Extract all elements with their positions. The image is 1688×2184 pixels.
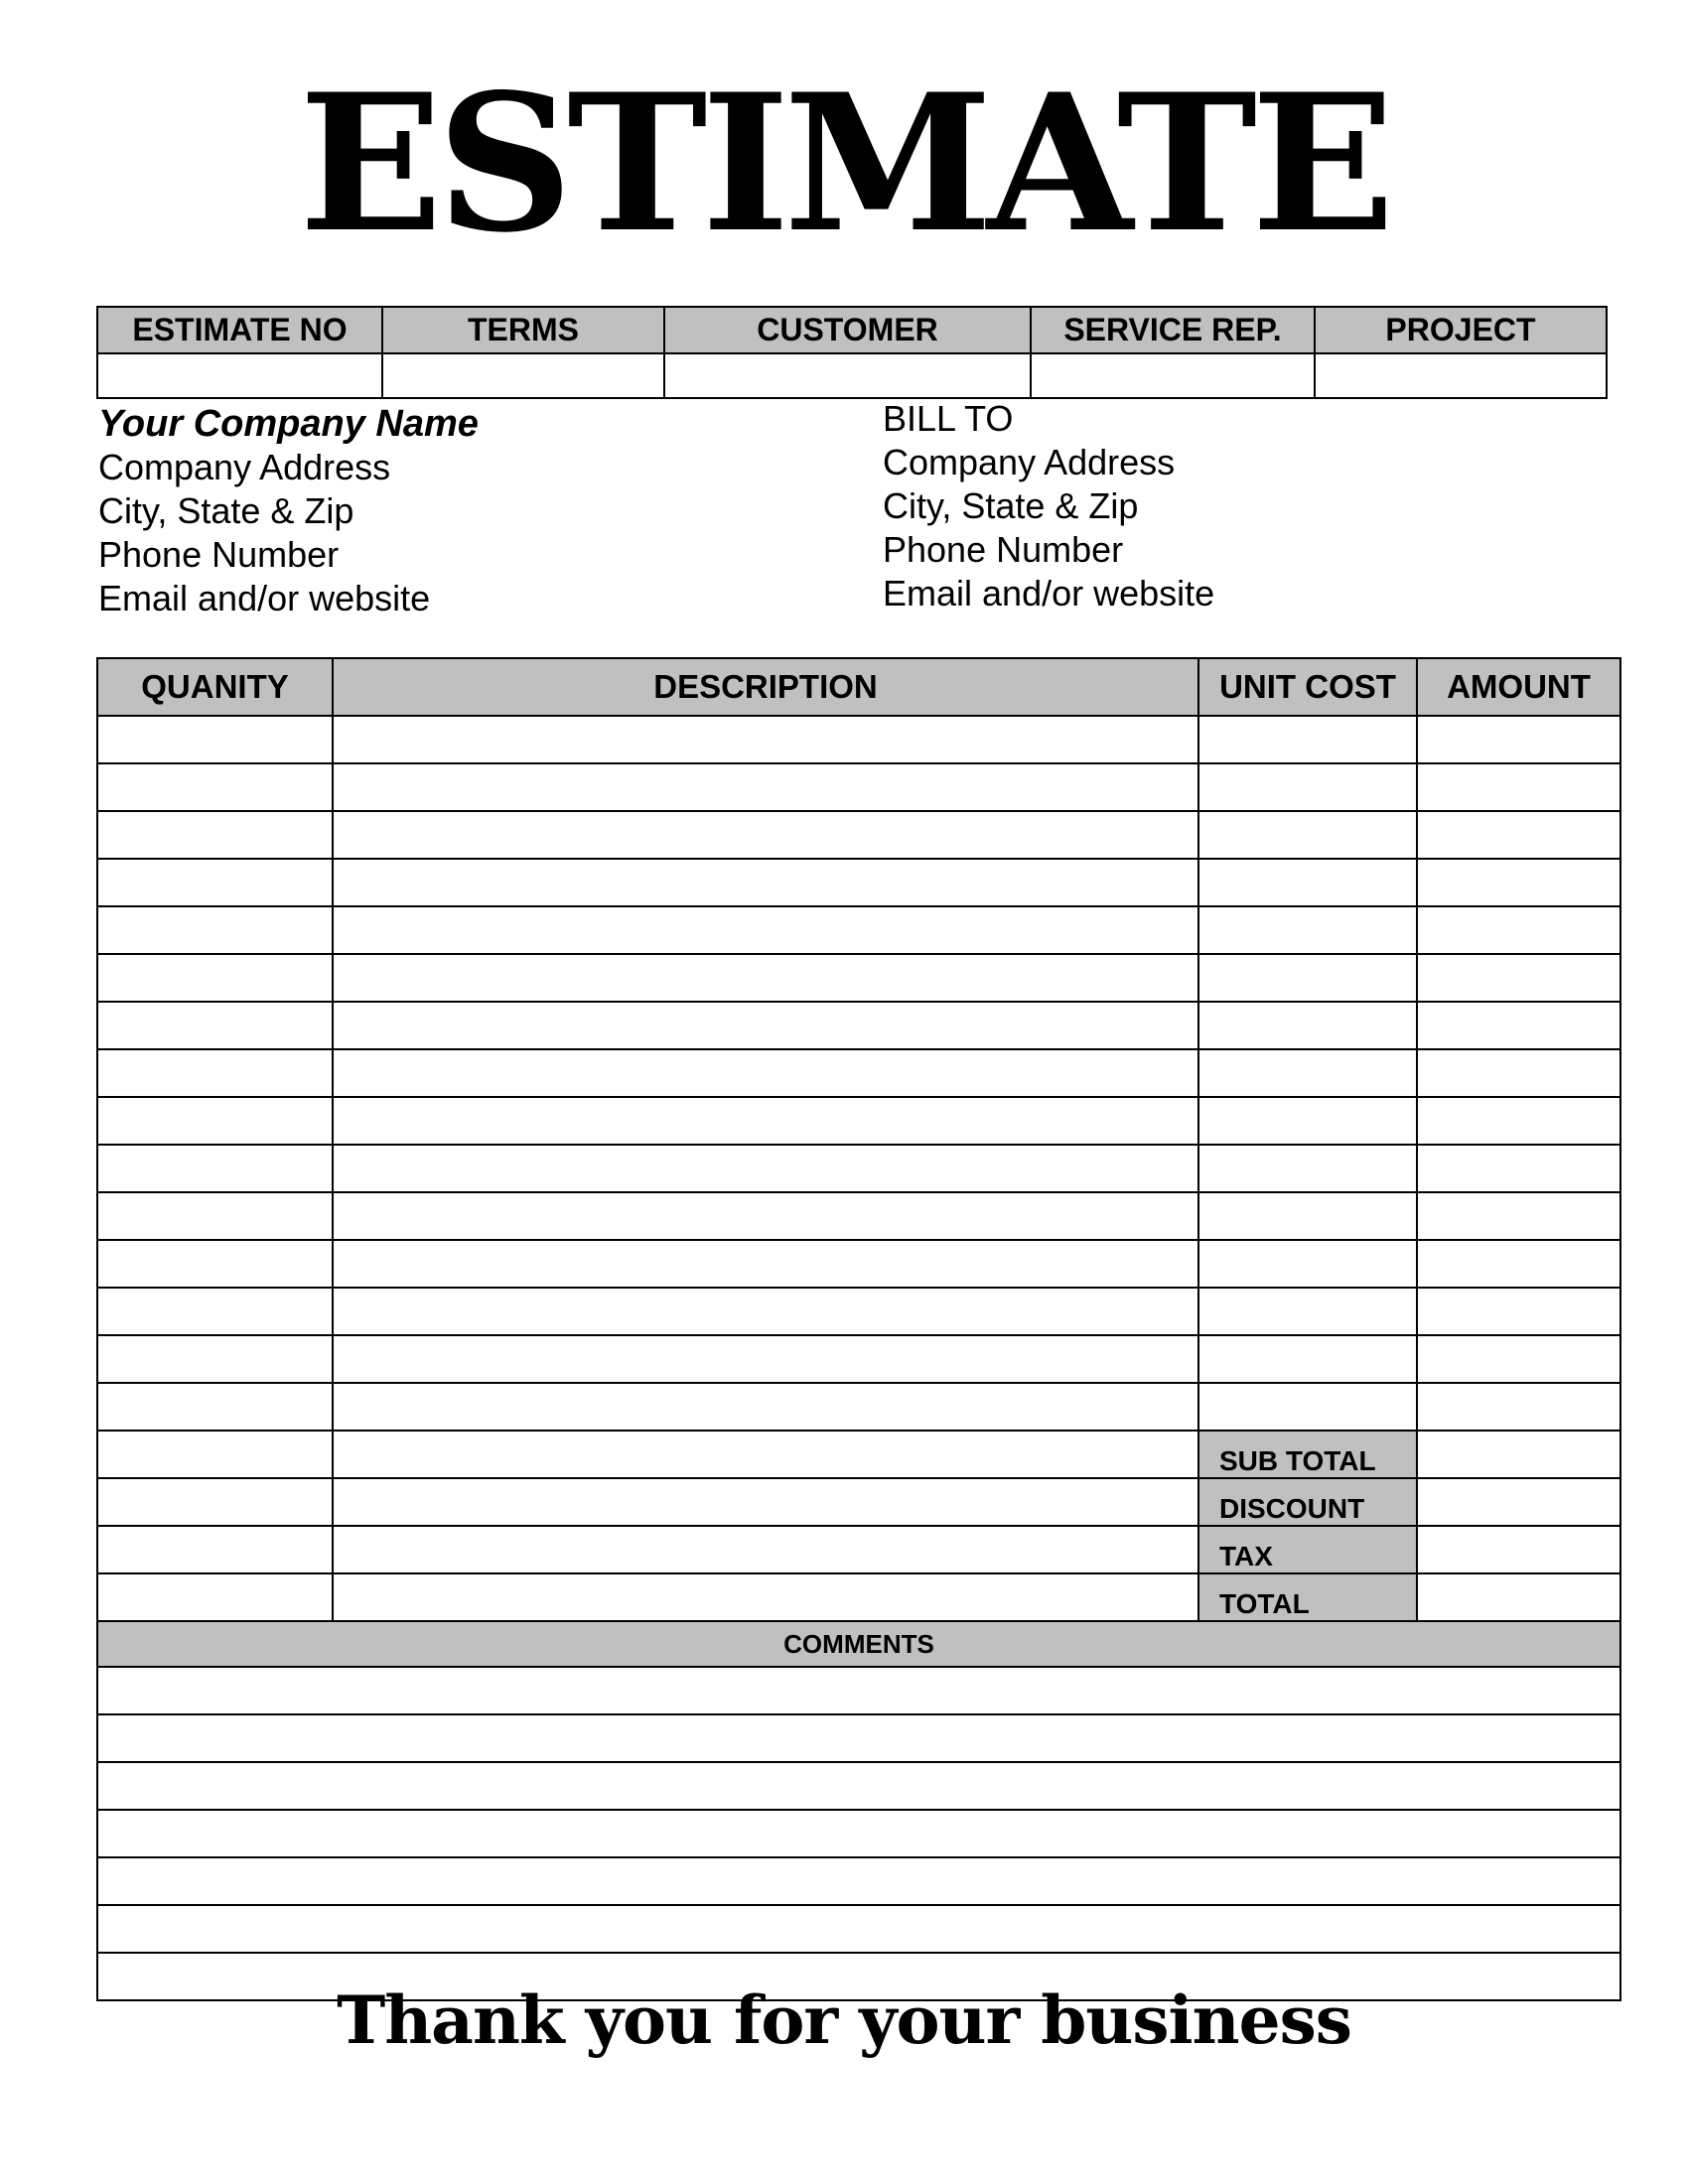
quantity-cell[interactable] [97,763,333,811]
unit-cost-cell[interactable] [1198,1097,1417,1145]
quantity-cell[interactable] [97,1573,333,1621]
bill-to-city: City, State & Zip [883,485,1139,526]
amount-cell[interactable] [1417,1240,1620,1288]
totals-row-discount [97,1478,1620,1526]
total-value[interactable] [1417,1573,1620,1621]
quantity-cell[interactable] [97,811,333,859]
unit-cost-cell[interactable] [1198,1288,1417,1335]
discount-value[interactable] [1417,1478,1620,1526]
table-row [97,1192,1620,1240]
amount-cell[interactable] [1417,1049,1620,1097]
amount-cell[interactable] [1417,1002,1620,1049]
quantity-cell[interactable] [97,1335,333,1383]
table-row [97,1145,1620,1192]
customer-header: CUSTOMER [664,307,1031,353]
total-label: TOTAL [1198,1573,1417,1621]
quantity-cell[interactable] [97,1240,333,1288]
description-cell[interactable] [333,1573,1198,1621]
unit-cost-cell[interactable] [1198,859,1417,906]
header-values-row [97,353,1607,398]
description-header: DESCRIPTION [333,658,1198,716]
customer-field[interactable] [664,353,1031,398]
table-row [97,1335,1620,1383]
comment-row [97,1857,1620,1905]
sub-total-value[interactable] [1417,1431,1620,1478]
project-header: PROJECT [1315,307,1607,353]
thank-you-message: Thank you for your business [337,1981,1351,2059]
company-address: Company Address [98,447,391,487]
description-cell[interactable] [333,1002,1198,1049]
company-info [98,402,479,620]
header-row [97,307,1607,353]
amount-cell[interactable] [1417,763,1620,811]
company-city: City, State & Zip [98,490,354,531]
description-cell[interactable] [333,859,1198,906]
description-cell[interactable] [333,1431,1198,1478]
description-cell[interactable] [333,1240,1198,1288]
amount-cell[interactable] [1417,859,1620,906]
unit-cost-cell[interactable] [1198,1049,1417,1097]
unit-cost-cell[interactable] [1198,954,1417,1002]
bill-to-phone: Phone Number [883,529,1124,570]
unit-cost-cell[interactable] [1198,1240,1417,1288]
unit-cost-cell[interactable] [1198,1002,1417,1049]
amount-cell[interactable] [1417,1192,1620,1240]
comment-line[interactable] [97,1667,1620,1714]
quantity-cell[interactable] [97,1049,333,1097]
unit-cost-header: UNIT COST [1198,658,1417,716]
comment-row [97,1810,1620,1857]
amount-cell[interactable] [1417,811,1620,859]
comment-line[interactable] [97,1714,1620,1762]
quantity-cell[interactable] [97,1002,333,1049]
table-row [97,859,1620,906]
table-row [97,1097,1620,1145]
comments-header: COMMENTS [97,1621,1620,1667]
quantity-cell[interactable] [97,1097,333,1145]
unit-cost-cell[interactable] [1198,763,1417,811]
description-cell[interactable] [333,1049,1198,1097]
quantity-cell[interactable] [97,1526,333,1573]
quantity-cell[interactable] [97,1288,333,1335]
comment-line[interactable] [97,1905,1620,1953]
table-row [97,1240,1620,1288]
quantity-cell[interactable] [97,1431,333,1478]
quantity-cell[interactable] [97,1383,333,1431]
terms-header: TERMS [382,307,664,353]
quantity-cell[interactable] [97,1192,333,1240]
tax-label: TAX [1198,1526,1417,1573]
service-rep-field[interactable] [1031,353,1315,398]
description-cell[interactable] [333,1288,1198,1335]
comment-line[interactable] [97,1857,1620,1905]
totals-row-sub-total [97,1431,1620,1478]
estimate-header-table [96,306,1608,399]
description-cell[interactable] [333,1192,1198,1240]
unit-cost-cell[interactable] [1198,811,1417,859]
bill-to-address: Company Address [883,442,1176,482]
comments-header-row [97,1621,1620,1667]
table-row [97,1049,1620,1097]
estimate-no-header: ESTIMATE NO [97,307,382,353]
description-cell[interactable] [333,1335,1198,1383]
amount-cell[interactable] [1417,1097,1620,1145]
quantity-cell[interactable] [97,1478,333,1526]
items-header-row [97,658,1620,716]
comment-row [97,1667,1620,1714]
table-row [97,1383,1620,1431]
table-row [97,811,1620,859]
description-cell[interactable] [333,1145,1198,1192]
comment-row [97,1905,1620,1953]
service-rep-header: SERVICE REP. [1031,307,1315,353]
sub-total-label: SUB TOTAL [1198,1431,1417,1478]
description-cell[interactable] [333,763,1198,811]
estimate-no-field[interactable] [97,353,382,398]
table-row [97,954,1620,1002]
amount-cell[interactable] [1417,906,1620,954]
table-row [97,1288,1620,1335]
bill-to-label: BILL TO [883,398,1014,439]
description-cell[interactable] [333,1526,1198,1573]
description-cell[interactable] [333,954,1198,1002]
table-row [97,906,1620,954]
bill-to-email: Email and/or website [883,573,1215,614]
totals-row-tax [97,1526,1620,1573]
company-name: Your Company Name [98,403,479,445]
table-row [97,716,1620,763]
amount-header: AMOUNT [1417,658,1620,716]
project-field[interactable] [1315,353,1607,398]
bill-to-info [883,397,1214,615]
quantity-cell[interactable] [97,906,333,954]
unit-cost-cell[interactable] [1198,906,1417,954]
totals-row-total [97,1573,1620,1621]
comment-line[interactable] [97,1810,1620,1857]
amount-cell[interactable] [1417,1335,1620,1383]
description-cell[interactable] [333,1478,1198,1526]
amount-cell[interactable] [1417,1288,1620,1335]
table-row [97,763,1620,811]
company-phone: Phone Number [98,534,340,575]
amount-cell[interactable] [1417,1383,1620,1431]
description-cell[interactable] [333,716,1198,763]
tax-value[interactable] [1417,1526,1620,1573]
description-cell[interactable] [333,811,1198,859]
items-body [97,716,1620,2000]
comment-line[interactable] [97,1762,1620,1810]
amount-cell[interactable] [1417,716,1620,763]
discount-label: DISCOUNT [1198,1478,1417,1526]
amount-cell[interactable] [1417,1145,1620,1192]
terms-field[interactable] [382,353,664,398]
unit-cost-cell[interactable] [1198,716,1417,763]
unit-cost-cell[interactable] [1198,1335,1417,1383]
document-title: ESTIMATE [299,53,1389,274]
description-cell[interactable] [333,1383,1198,1431]
description-cell[interactable] [333,1097,1198,1145]
unit-cost-cell[interactable] [1198,1145,1417,1192]
description-cell[interactable] [333,906,1198,954]
quantity-cell[interactable] [97,954,333,1002]
quantity-cell[interactable] [97,1145,333,1192]
quantity-cell[interactable] [97,859,333,906]
company-email: Email and/or website [98,578,431,618]
line-items-table [96,657,1621,2001]
quantity-cell[interactable] [97,716,333,763]
table-row [97,1002,1620,1049]
quantity-header: QUANITY [97,658,333,716]
unit-cost-cell[interactable] [1198,1383,1417,1431]
comment-row [97,1762,1620,1810]
comment-row [97,1714,1620,1762]
unit-cost-cell[interactable] [1198,1192,1417,1240]
amount-cell[interactable] [1417,954,1620,1002]
